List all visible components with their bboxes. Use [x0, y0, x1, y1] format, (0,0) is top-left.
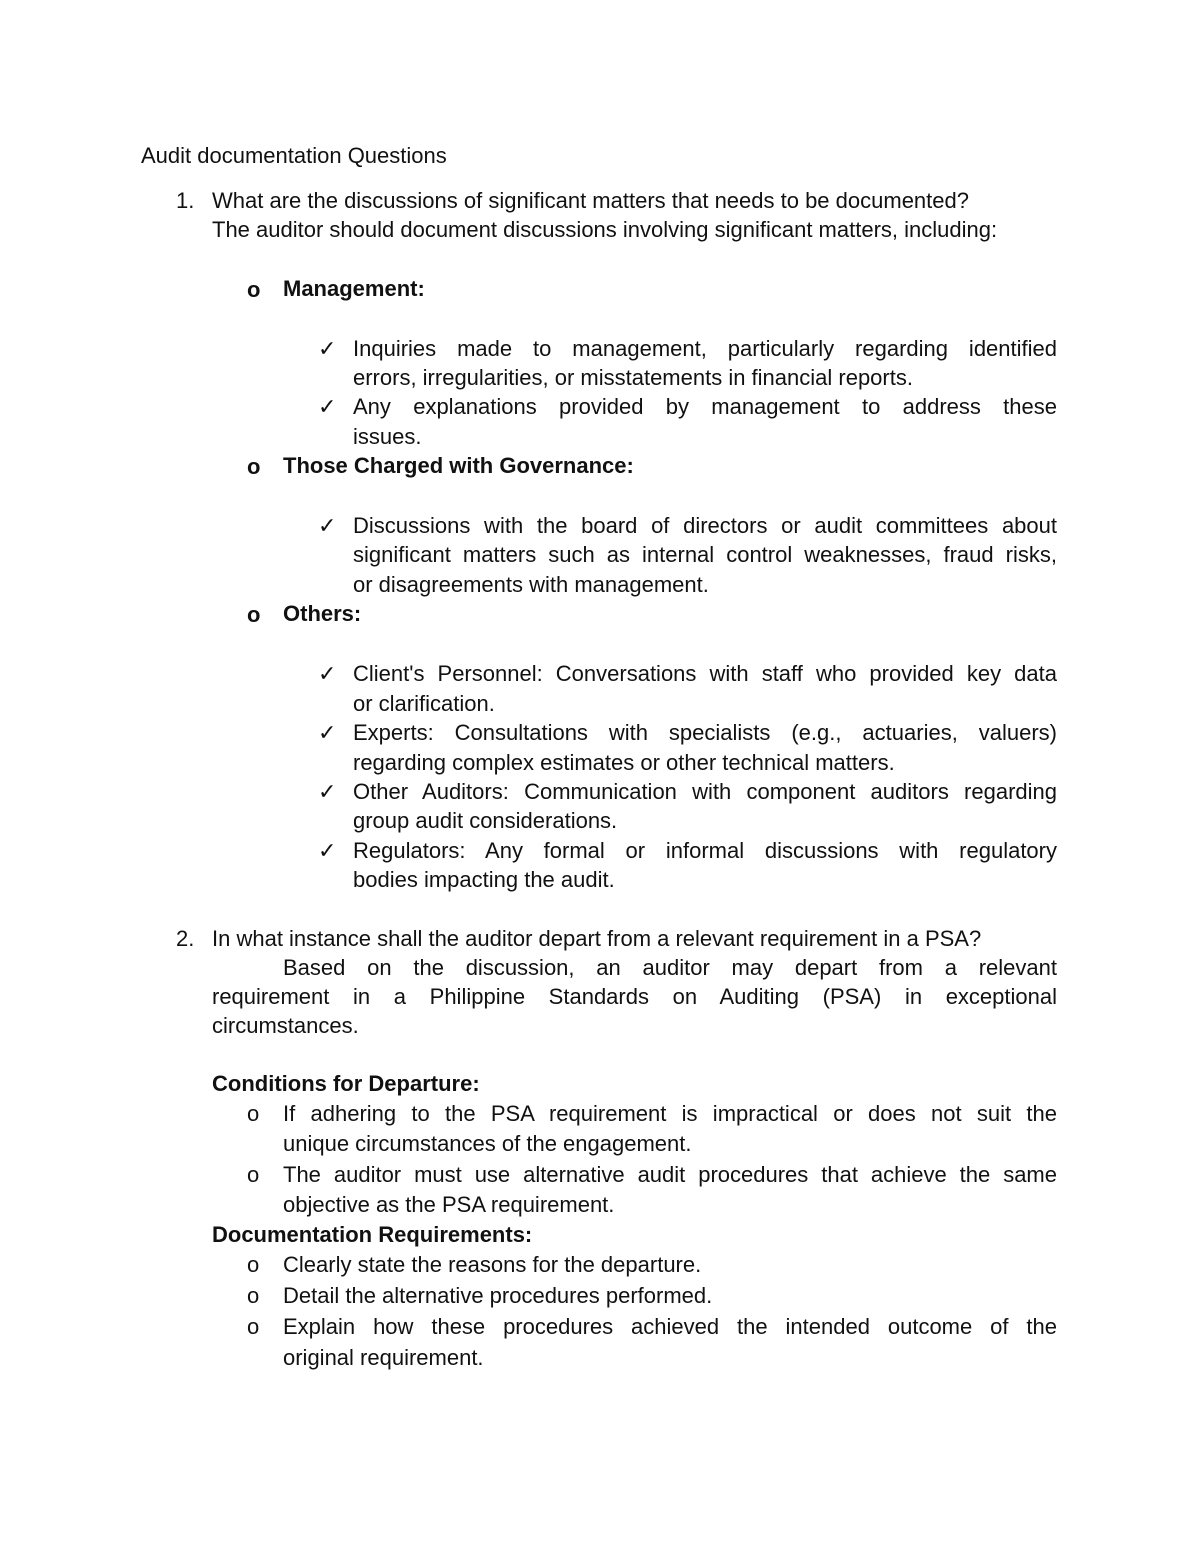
list-item-continuation: errors, irregularities, or misstatements in financial reports. [353, 365, 913, 390]
square-bullet-icon: o [247, 277, 261, 302]
answer-line: requirement in a Philippine Standards on Auditing (PSA) in exceptional [212, 984, 1057, 1009]
bullet-icon: o [247, 1101, 260, 1126]
management-heading: Management: [283, 276, 425, 301]
list-item-continuation: objective as the PSA requirement. [283, 1192, 615, 1217]
list-item-continuation: group audit considerations. [353, 808, 618, 833]
documentation-heading: Documentation Requirements: [212, 1222, 533, 1247]
list-item-continuation: or disagreements with management. [353, 572, 709, 597]
bullet-icon: o [247, 1162, 260, 1187]
list-item: Experts: Consultations with specialists (e.g., actuaries, valuers) [353, 720, 1057, 745]
governance-heading: Those Charged with Governance: [283, 453, 634, 478]
square-bullet-icon: o [247, 454, 261, 479]
list-item: Other Auditors: Communication with component auditors regarding [353, 779, 1057, 804]
question-2-number: 2. [176, 926, 195, 951]
checkmark-icon: ✓ [318, 779, 337, 804]
list-item-continuation: unique circumstances of the engagement. [283, 1131, 692, 1156]
checkmark-icon: ✓ [318, 661, 337, 686]
question-1-intro: The auditor should document discussions involving significant matters, including: [212, 217, 998, 242]
answer-line: circumstances. [212, 1013, 359, 1038]
square-bullet-icon: o [247, 602, 261, 627]
checkmark-icon: ✓ [318, 394, 337, 419]
checkmark-icon: ✓ [318, 720, 337, 745]
list-item-continuation: bodies impacting the audit. [353, 867, 615, 892]
bullet-icon: o [247, 1283, 260, 1308]
others-heading: Others: [283, 601, 362, 626]
conditions-heading: Conditions for Departure: [212, 1071, 480, 1096]
list-item: If adhering to the PSA requirement is impractical or does not suit the [283, 1101, 1057, 1126]
question-1-text: What are the discussions of significant matters that needs to be documented? [212, 188, 969, 213]
list-item-continuation: regarding complex estimates or other technical matters. [353, 750, 895, 775]
list-item-continuation: original requirement. [283, 1345, 484, 1370]
list-item: Detail the alternative procedures performed. [283, 1283, 713, 1308]
bullet-icon: o [247, 1252, 260, 1277]
list-item: Client's Personnel: Conversations with staff who provided key data [353, 661, 1057, 686]
document-title: Audit documentation Questions [141, 143, 447, 168]
checkmark-icon: ✓ [318, 513, 337, 538]
list-item-continuation: significant matters such as internal control weaknesses, fraud risks, [353, 542, 1057, 567]
list-item-continuation: issues. [353, 424, 422, 449]
list-item: Inquiries made to management, particularly regarding identified [353, 336, 1057, 361]
list-item: Regulators: Any formal or informal discussions with regulatory [353, 838, 1057, 863]
list-item: The auditor must use alternative audit procedures that achieve the same [283, 1162, 1057, 1187]
checkmark-icon: ✓ [318, 838, 337, 863]
question-1-number: 1. [176, 188, 195, 213]
list-item-continuation: or clarification. [353, 691, 495, 716]
question-2-text: In what instance shall the auditor depart from a relevant requirement in a PSA? [212, 926, 982, 951]
answer-line: Based on the discussion, an auditor may depart from a relevant [283, 955, 1057, 980]
list-item: Any explanations provided by management to address these [353, 394, 1057, 419]
bullet-icon: o [247, 1314, 260, 1339]
list-item: Clearly state the reasons for the departure. [283, 1252, 702, 1277]
checkmark-icon: ✓ [318, 336, 337, 361]
list-item: Discussions with the board of directors or audit committees about [353, 513, 1057, 538]
list-item: Explain how these procedures achieved the intended outcome of the [283, 1314, 1057, 1339]
